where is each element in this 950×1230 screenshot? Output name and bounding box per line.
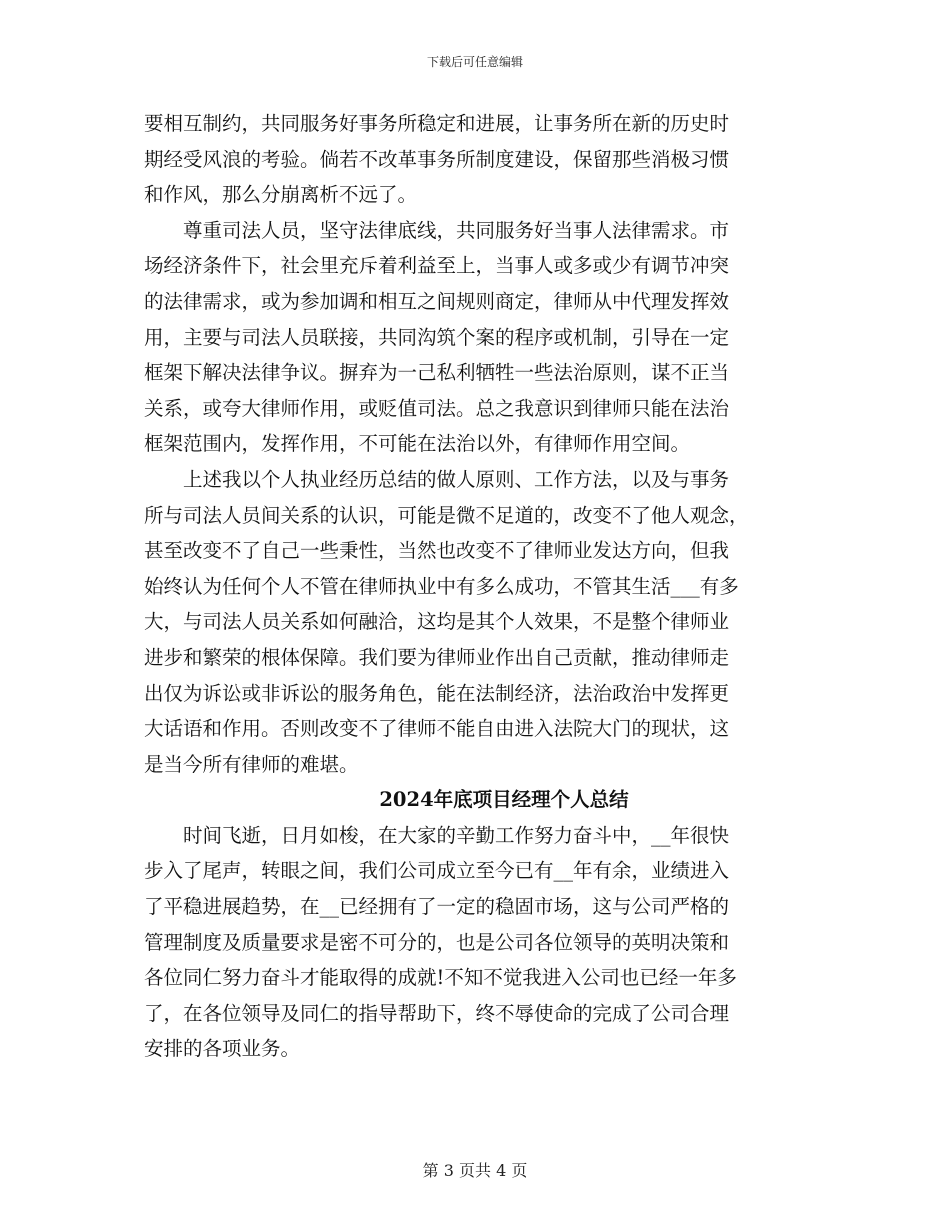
paragraph-4	[144, 818, 804, 1067]
document-body	[144, 106, 804, 1067]
paragraph-line: 的法律需求，或为参加调和相互之间规则商定，律师从中代理发挥效	[144, 289, 730, 313]
paragraph-line: 甚至改变不了自己一些秉性，当然也改变不了律师业发达方向，但我	[144, 539, 730, 563]
paragraph-1	[144, 106, 804, 213]
paragraph-line: 进步和繁荣的根体保障。我们要为律师业作出自己贡献，推动律师走	[144, 645, 730, 669]
paragraph-line: 安排的各项业务。	[144, 1037, 301, 1061]
paragraph-line: 所与司法人员间关系的认识，可能是微不足道的，改变不了他人观念，	[144, 503, 749, 527]
paragraph-line: 出仅为诉讼或非诉讼的服务角色，能在法制经济，法治政治中发挥更	[144, 681, 730, 705]
paragraph-line: 要相互制约，共同服务好事务所稳定和进展，让事务所在新的历史时	[144, 112, 730, 135]
paragraph-line: 各位同仁努力奋斗才能取得的成就!不知不觉我进入公司也已经一年多	[144, 966, 737, 990]
page-footer: 第 3 页共 4 页	[422, 1161, 528, 1180]
paragraph-line: 关系，或夸大律师作用，或贬值司法。总之我意识到律师只能在法治	[144, 396, 730, 420]
paragraph-line: 场经济条件下，社会里充斥着利益至上，当事人或多或少有调节冲突	[144, 254, 730, 278]
paragraph-line: 期经受风浪的考验。倘若不改革事务所制度建设，保留那些消极习惯	[144, 147, 730, 171]
section-title: 2024年底项目经理个人总结	[379, 788, 629, 812]
paragraph-line: 管理制度及质量要求是密不可分的，也是公司各位领导的英明决策和	[144, 930, 730, 954]
paragraph-line: 始终认为任何个人不管在律师执业中有多么成功，不管其生活___有多	[144, 574, 739, 598]
paragraph-line: 上述我以个人执业经历总结的做人原则、工作方法，以及与事务	[183, 467, 730, 491]
paragraph-3	[144, 462, 804, 782]
paragraph-line: 了，在各位领导及同仁的指导帮助下，终不辱使命的完成了公司合理	[144, 1001, 730, 1025]
paragraph-line: 时间飞逝，日月如梭，在大家的辛勤工作努力奋斗中，__年很快	[183, 823, 730, 847]
paragraph-line: 是当今所有律师的难堪。	[144, 752, 359, 776]
paragraph-line: 和作风，那么分崩离析不远了。	[144, 183, 418, 207]
paragraph-2	[144, 213, 804, 462]
paragraph-line: 了平稳进展趋势，在__已经拥有了一定的稳固市场，这与公司严格的	[144, 895, 730, 919]
paragraph-line: 框架下解决法律争议。摒弃为一己私利牺牲一些法治原则，谋不正当	[144, 361, 730, 385]
paragraph-line: 用，主要与司法人员联接，共同沟筑个案的程序或机制，引导在一定	[144, 325, 730, 349]
paragraph-line: 步入了尾声，转眼之间，我们公司成立至今已有__年有余，业绩进入	[144, 859, 730, 883]
page-header: 下载后可任意编辑	[426, 55, 523, 69]
paragraph-line: 尊重司法人员，坚守法律底线，共同服务好当事人法律需求。市	[183, 218, 730, 242]
paragraph-line: 大话语和作用。否则改变不了律师不能自由进入法院大门的现状，这	[144, 717, 730, 741]
paragraph-line: 框架范围内，发挥作用，不可能在法治以外，有律师作用空间。	[144, 432, 691, 456]
paragraph-line: 大，与司法人员关系如何融洽，这均是其个人效果，不是整个律师业	[144, 610, 730, 634]
